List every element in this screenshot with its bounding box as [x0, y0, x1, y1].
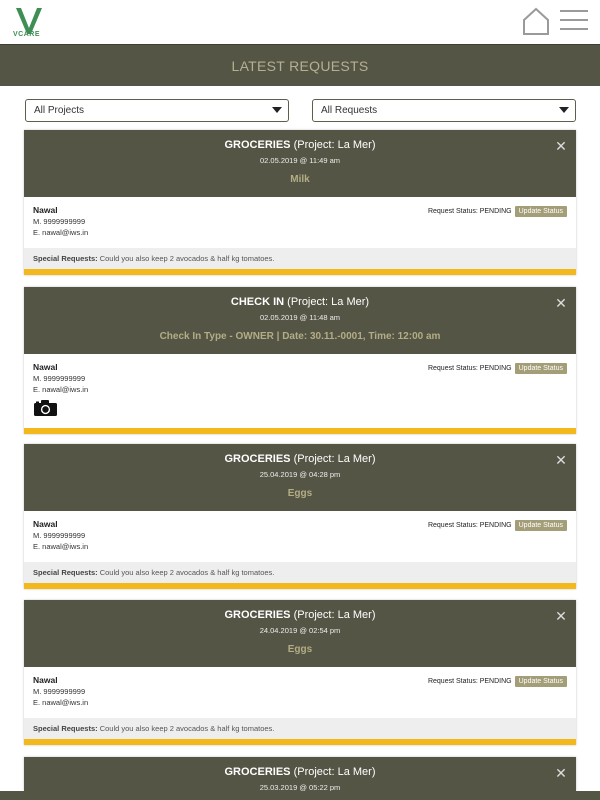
- request-type: GROCERIES: [224, 139, 291, 151]
- request-card-header: [24, 130, 576, 197]
- request-status: [428, 206, 567, 217]
- special-requests-text: Could you also keep 2 avocados & half kg tomatoes.: [99, 254, 275, 263]
- request-type: GROCERIES: [224, 766, 291, 778]
- request-card-header: [24, 600, 576, 667]
- request-card-header: [24, 287, 576, 354]
- request-datetime: 02.05.2019 @ 11:49 am: [259, 156, 341, 165]
- requester-email: E. nawal@iws.in: [33, 385, 89, 394]
- request-card: [24, 600, 576, 745]
- special-requests: [24, 718, 576, 739]
- request-project: (Project: La Mer): [293, 766, 376, 778]
- special-requests: [24, 562, 576, 583]
- request-status: [428, 676, 567, 687]
- card-accent-bar: [24, 269, 576, 275]
- home-button[interactable]: [521, 6, 551, 36]
- special-requests-label: Special Requests:: [33, 568, 98, 577]
- request-card-body: [24, 667, 576, 718]
- requests-filter-select[interactable]: [312, 99, 576, 122]
- requester-email: E. nawal@iws.in: [33, 698, 89, 707]
- card-accent-bar: [24, 583, 576, 589]
- requester-name: Nawal: [33, 362, 58, 372]
- logo-text: VCARE: [13, 31, 41, 38]
- status-label: Request Status: PENDING: [427, 678, 512, 685]
- requester-name: Nawal: [33, 519, 58, 529]
- request-card-header: [24, 757, 576, 791]
- requester-email: E. nawal@iws.in: [33, 228, 89, 237]
- request-type: GROCERIES: [224, 453, 291, 465]
- request-title: [24, 287, 576, 311]
- close-icon[interactable]: ✕: [555, 452, 567, 468]
- request-card: [24, 757, 576, 791]
- bottom-bar: [0, 791, 600, 800]
- request-project: (Project: La Mer): [293, 609, 376, 621]
- close-icon[interactable]: ✕: [555, 295, 567, 311]
- projects-filter-select[interactable]: [25, 99, 289, 122]
- request-card-body: [24, 197, 576, 248]
- card-accent-bar: [24, 428, 576, 434]
- request-card: [24, 444, 576, 589]
- requester-mobile: M. 9999999999: [33, 531, 86, 540]
- menu-line: [560, 10, 588, 12]
- requester-name: Nawal: [33, 675, 58, 685]
- request-item: Milk: [290, 174, 310, 185]
- status-label: Request Status: PENDING: [427, 208, 512, 215]
- projects-filter-value: All Projects: [34, 105, 85, 116]
- card-accent-bar: [24, 739, 576, 745]
- update-status-button[interactable]: Update Status: [515, 676, 567, 687]
- requests-filter-value: All Requests: [321, 105, 378, 116]
- request-title: [24, 130, 576, 154]
- camera-icon[interactable]: [34, 400, 57, 416]
- request-title: [24, 600, 576, 624]
- request-title: [24, 757, 576, 781]
- special-requests-label: Special Requests:: [33, 254, 98, 263]
- requester-mobile: M. 9999999999: [33, 687, 86, 696]
- request-datetime: 25.04.2019 @ 04:28 pm: [259, 470, 341, 479]
- requester-email: E. nawal@iws.in: [33, 542, 89, 551]
- request-card: [24, 287, 576, 434]
- page-header: [0, 44, 600, 86]
- request-datetime: 24.04.2019 @ 02:54 pm: [259, 626, 341, 635]
- status-label: Request Status: PENDING: [427, 522, 512, 529]
- requester-name: Nawal: [33, 205, 58, 215]
- request-project: (Project: La Mer): [287, 296, 370, 308]
- close-icon[interactable]: ✕: [555, 765, 567, 781]
- close-icon[interactable]: ✕: [555, 608, 567, 624]
- special-requests-text: Could you also keep 2 avocados & half kg tomatoes.: [99, 724, 275, 733]
- request-card-body: [24, 354, 576, 428]
- status-label: Request Status: PENDING: [427, 365, 512, 372]
- update-status-button[interactable]: Update Status: [515, 520, 567, 531]
- special-requests-text: Could you also keep 2 avocados & half kg tomatoes.: [99, 568, 275, 577]
- hamburger-menu-button[interactable]: [560, 10, 588, 32]
- request-datetime: 02.05.2019 @ 11:48 am: [259, 313, 341, 322]
- chevron-down-icon: [559, 107, 569, 113]
- page-title: LATEST REQUESTS: [231, 57, 369, 74]
- request-item: Check In Type - OWNER | Date: 30.11.-0001, Time: 12:00 am: [159, 331, 441, 342]
- chevron-down-icon: [272, 107, 282, 113]
- request-card-header: [24, 444, 576, 511]
- request-type: GROCERIES: [224, 609, 291, 621]
- menu-line: [560, 19, 588, 21]
- request-project: (Project: La Mer): [293, 139, 376, 151]
- requester-mobile: M. 9999999999: [33, 374, 86, 383]
- requester-mobile: M. 9999999999: [33, 217, 86, 226]
- special-requests: [24, 248, 576, 269]
- request-title: [24, 444, 576, 468]
- request-item: Eggs: [287, 488, 313, 499]
- update-status-button[interactable]: Update Status: [515, 363, 567, 374]
- request-status: [428, 363, 567, 374]
- request-item: Eggs: [287, 644, 313, 655]
- request-datetime: 25.03.2019 @ 05:22 pm: [259, 783, 341, 791]
- request-card: [24, 130, 576, 275]
- home-icon: [521, 6, 551, 36]
- close-icon[interactable]: ✕: [555, 138, 567, 154]
- top-bar: [0, 0, 600, 44]
- request-status: [428, 520, 567, 531]
- special-requests-label: Special Requests:: [33, 724, 98, 733]
- request-type: CHECK IN: [230, 296, 285, 308]
- request-project: (Project: La Mer): [293, 453, 376, 465]
- request-card-body: [24, 511, 576, 562]
- update-status-button[interactable]: Update Status: [515, 206, 567, 217]
- menu-line: [560, 28, 588, 30]
